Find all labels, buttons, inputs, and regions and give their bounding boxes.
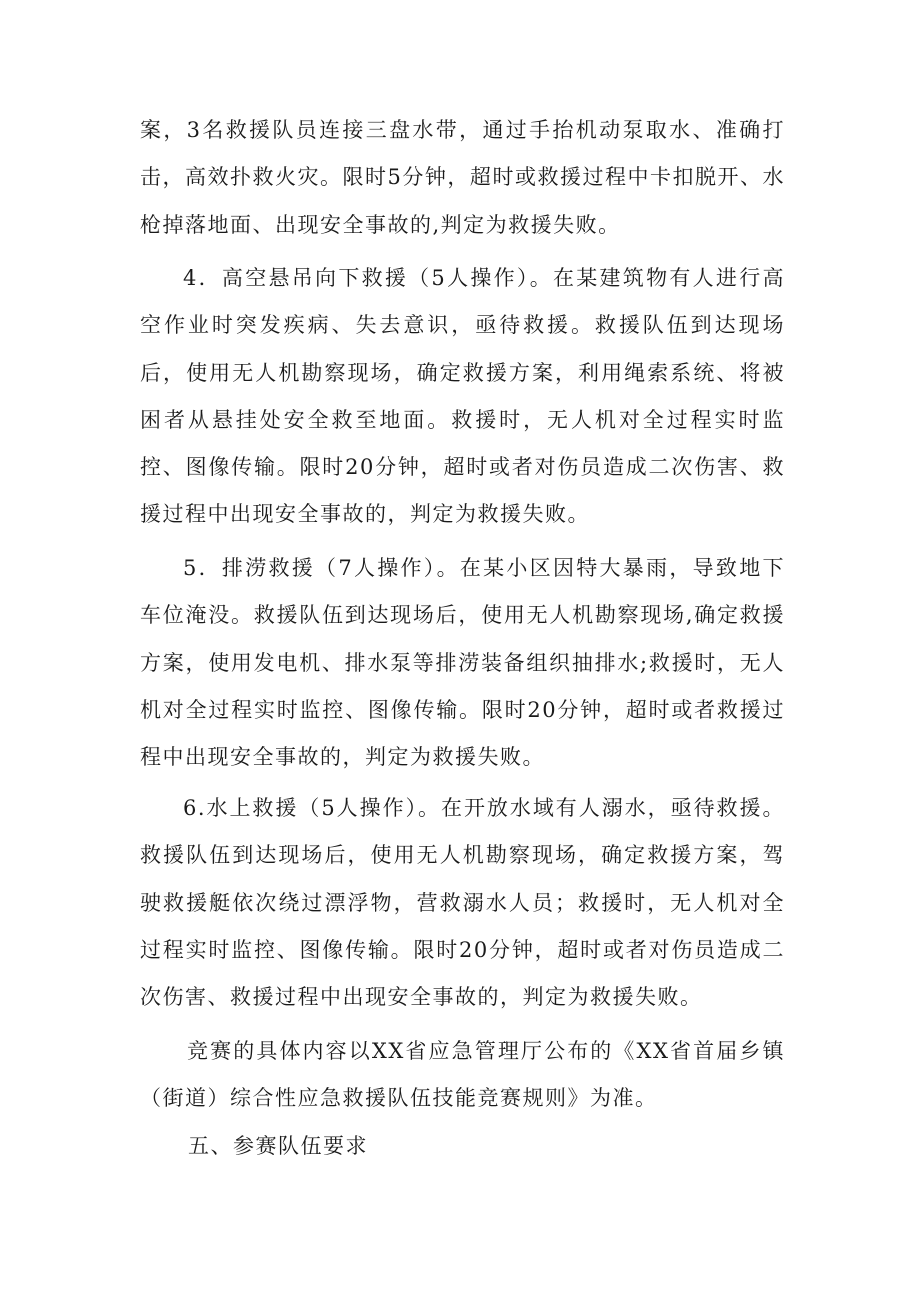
section-heading: 五、参赛队伍要求 [188, 1134, 368, 1158]
paragraph-drainage-rescue: 5．排涝救援（7人操作）。在某小区因特大暴雨，导致地下车位淹没。救援队伍到达现场后，使用无人机勘察现场,确定救援方案，使用发电机、排水泵等排涝装备组织抽排水;救援时，无人机对全过程实时监控、图像传输。限时20分钟，超时或者救援过程中出现安全事故的，判定为救援失败。 [140, 556, 785, 770]
paragraph-high-altitude-rescue: 4．高空悬吊向下救援（5人操作）。在某建筑物有人进行高空作业时突发疾病、失去意识，亟待救援。救援队伍到达现场后，使用无人机勘察现场，确定救援方案，利用绳索系统、将被困者从悬挂处安全救至地面。救援时，无人机对全过程实时监控、图像传输。限时20分钟，超时或者对伤员造成二次伤害、救援过程中出现安全事故的，判定为救援失败。 [140, 266, 785, 527]
paragraph-water-rescue: 6.水上救援（5人操作）。在开放水域有人溺水，亟待救援。救援队伍到达现场后，使用无人机勘察现场，确定救援方案，驾驶救援艇依次绕过漂浮物，营救溺水人员；救援时，无人机对全过程实时监控、图像传输。限时20分钟，超时或者对伤员造成二次伤害、救援过程中出现安全事故的，判定为救援失败。 [140, 796, 785, 1010]
paragraph-competition-rules: 竞赛的具体内容以XX省应急管理厅公布的《XX省首届乡镇（街道）综合性应急救援队伍技能竞赛规则》为准。 [140, 1039, 785, 1111]
paragraph-fire-rescue-continued: 案，3名救援队员连接三盘水带，通过手抬机动泵取水、准确打击，高效扑救火灾。限时5分钟，超时或救援过程中卡扣脱开、水枪掉落地面、出现安全事故的,判定为救援失败。 [140, 118, 785, 237]
